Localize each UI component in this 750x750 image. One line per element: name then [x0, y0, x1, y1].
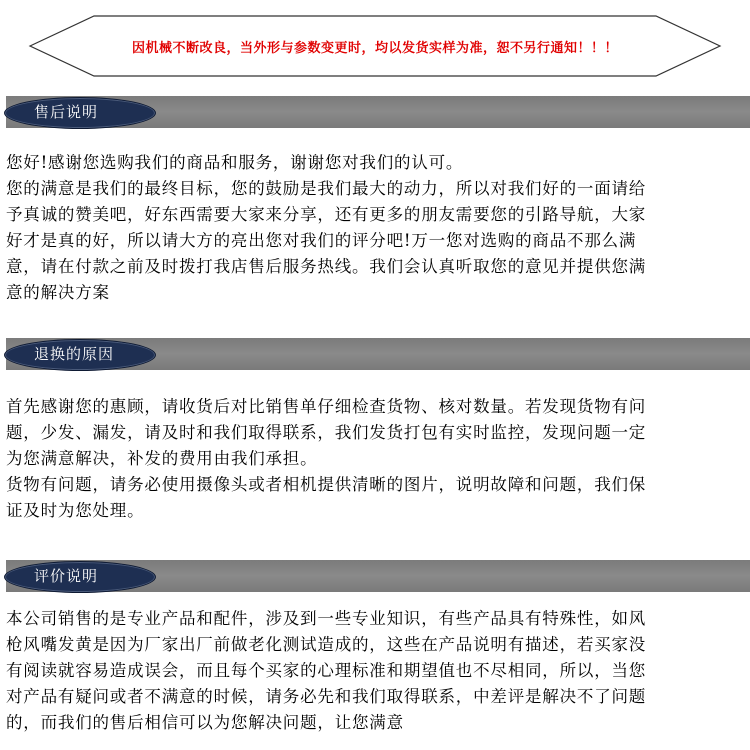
text-line: 意，请在付款之前及时拨打我店售后服务热线。我们会认真听取您的意见并提供您满 [6, 257, 647, 276]
text-line: 您的满意是我们的最终目标，您的鼓励是我们最大的动力，所以对我们好的一面请给 [6, 179, 647, 198]
text-line: 的，而我们的售后相信可以为您解决问题，让您满意 [6, 713, 404, 732]
section-header-after-sales [0, 96, 750, 128]
section-header-reviews [0, 560, 750, 592]
text-line: 本公司销售的是专业产品和配件，涉及到一些专业知识，有些产品具有特殊性，如风 [6, 609, 647, 628]
text-line: 对产品有疑问或者不满意的时候，请务必先和我们取得联系，中差评是解决不了问题 [6, 687, 647, 706]
section-body-reviews [6, 606, 746, 736]
text-line: 枪风嘴发黄是因为厂家出厂前做老化测试造成的，这些在产品说明有描述，若买家没 [6, 635, 647, 654]
text-line: 证及时为您处理。 [6, 501, 145, 520]
notice-banner [28, 14, 722, 78]
text-line: 意的解决方案 [6, 283, 110, 302]
text-line: 首先感谢您的惠顾，请收货后对比销售单仔细检查货物、核对数量。若发现货物有问 [6, 397, 647, 416]
text-line: 您好!感谢您选购我们的商品和服务，谢谢您对我们的认可。 [6, 153, 464, 172]
section-header-returns [0, 338, 750, 370]
section-body-after-sales [6, 150, 746, 306]
notice-text: 因机械不断改良，当外形与参数变更时，均以发货实样为准，恕不另行通知！！！ [131, 40, 618, 56]
text-line: 为您满意解决，补发的费用由我们承担。 [6, 449, 318, 468]
text-line: 予真诚的赞美吧，好东西需要大家来分享，还有更多的朋友需要您的引路导航，大家 [6, 205, 647, 224]
section-title: 售后说明 [34, 103, 99, 121]
text-line: 货物有问题，请务必使用摄像头或者相机提供清晰的图片，说明故障和问题，我们保 [6, 475, 647, 494]
section-title: 退换的原因 [34, 345, 115, 363]
text-line: 题，少发、漏发，请及时和我们取得联系，我们发货打包有实时监控，发现问题一定 [6, 423, 647, 442]
section-title: 评价说明 [34, 567, 99, 585]
text-line: 好才是真的好，所以请大方的亮出您对我们的评分吧!万一您对选购的商品不那么满 [6, 231, 637, 250]
section-body-returns [6, 394, 746, 524]
text-line: 有阅读就容易造成误会，而且每个买家的心理标准和期望值也不尽相同，所以，当您 [6, 661, 647, 680]
